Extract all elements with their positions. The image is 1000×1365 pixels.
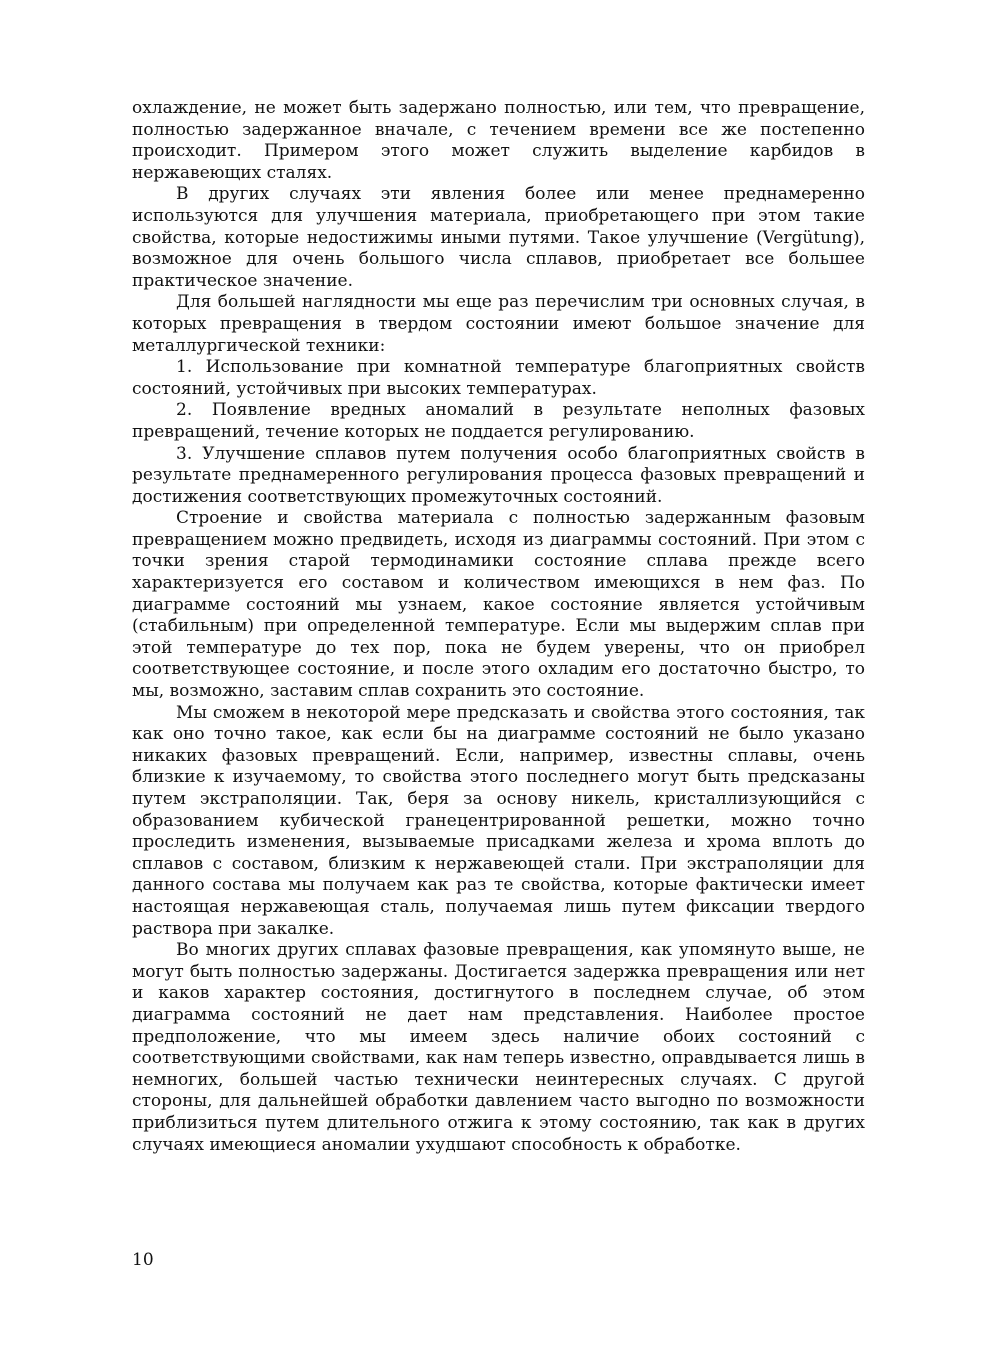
paragraph-improvement: В других случаях эти явления более или менее преднамеренно используются для улучшения материала, приобретающего при этом такие свойства, которые недостижимы иными путями. Такое улучшение (Vergütung), возможное для очень большого числа сплавов, приобретает все большее практическое значение. <box>132 184 865 291</box>
page-body <box>132 98 865 1156</box>
page-number: 10 <box>132 1250 154 1270</box>
paragraph-continuation: охлаждение, не может быть задержано полностью, или тем, что превращение, полностью задержанное вначале, с течением времени все же постепенно происходит. Примером этого может служить выделение карбидов в нержавеющих сталях. <box>132 98 865 183</box>
paragraph-structure: Строение и свойства материала с полностью задержанным фазовым превращением можно предвидеть, исходя из диаграммы состояний. При этом с точки зрения старой термодинамики состояние сплава прежде всего характеризуется его составом и количеством имеющихся в нем фаз. По диаграмме состояний мы узнаем, какое состояние является устойчивым (стабильным) при определенной температуре. Если мы выдержим сплав при этой температуре до тех пор, пока не будем уверены, что он приобрел соответствующее состояние, и после этого охладим его достаточно быстро, то мы, возможно, заставим сплав сохранить это состояние. <box>132 508 865 702</box>
list-item-1: 1. Использование при комнатной температуре благоприятных свойств состояний, устойчивых при высоких температурах. <box>132 357 865 399</box>
paragraph-prediction: Мы сможем в некоторой мере предсказать и свойства этого состояния, так как оно точно такое, как если бы на диаграмме состояний не было указано никаких фазовых превращений. Если, например, известны сплавы, очень близкие к изучаемому, то свойства этого последнего могут быть предсказаны путем экстраполяции. Так, беря за основу никель, кристаллизующийся с образованием кубической гранецентрированной решетки, можно точно проследить изменения, вызываемые присадками железа и хрома вплоть до сплавов с составом, близким к нержавеющей стали. При экстраполяции для данного состава мы получаем как раз те свойства, которые фактически имеет настоящая нержавеющая сталь, получаемая лишь путем фиксации твердого раствора при закалке. <box>132 702 865 939</box>
list-item-3: 3. Улучшение сплавов путем получения особо благоприятных свойств в результате преднамеренного регулирования процесса фазовых превращений и достижения соответствующих промежуточных состояний. <box>132 443 865 507</box>
paragraph-other-alloys: Во многих других сплавах фазовые превращения, как упомянуто выше, не могут быть полностью задержаны. Достигается задержка превращения или нет и каков характер состояния, достигнутого в последнем случае, об этом диаграмма состояний не дает нам представления. Наиболее простое предположение, что мы имеем здесь наличие обоих состояний с соответствующими свойствами, как нам теперь известно, оправдывается лишь в немногих, большей частью технически неинтересных случаях. С другой стороны, для дальнейшей обработки давлением часто выгодно по возможности приблизиться путем длительного отжига к этому состоянию, так как в других случаях имеющиеся аномалии ухудшают способность к обработке. <box>132 940 865 1155</box>
list-item-2: 2. Появление вредных аномалий в результате неполных фазовых превращений, течение которых не поддается регулированию. <box>132 400 865 442</box>
paragraph-three-cases-intro: Для большей наглядности мы еще раз перечислим три основных случая, в которых превращения в твердом состоянии имеют большое значение для металлургической техники: <box>132 292 865 356</box>
